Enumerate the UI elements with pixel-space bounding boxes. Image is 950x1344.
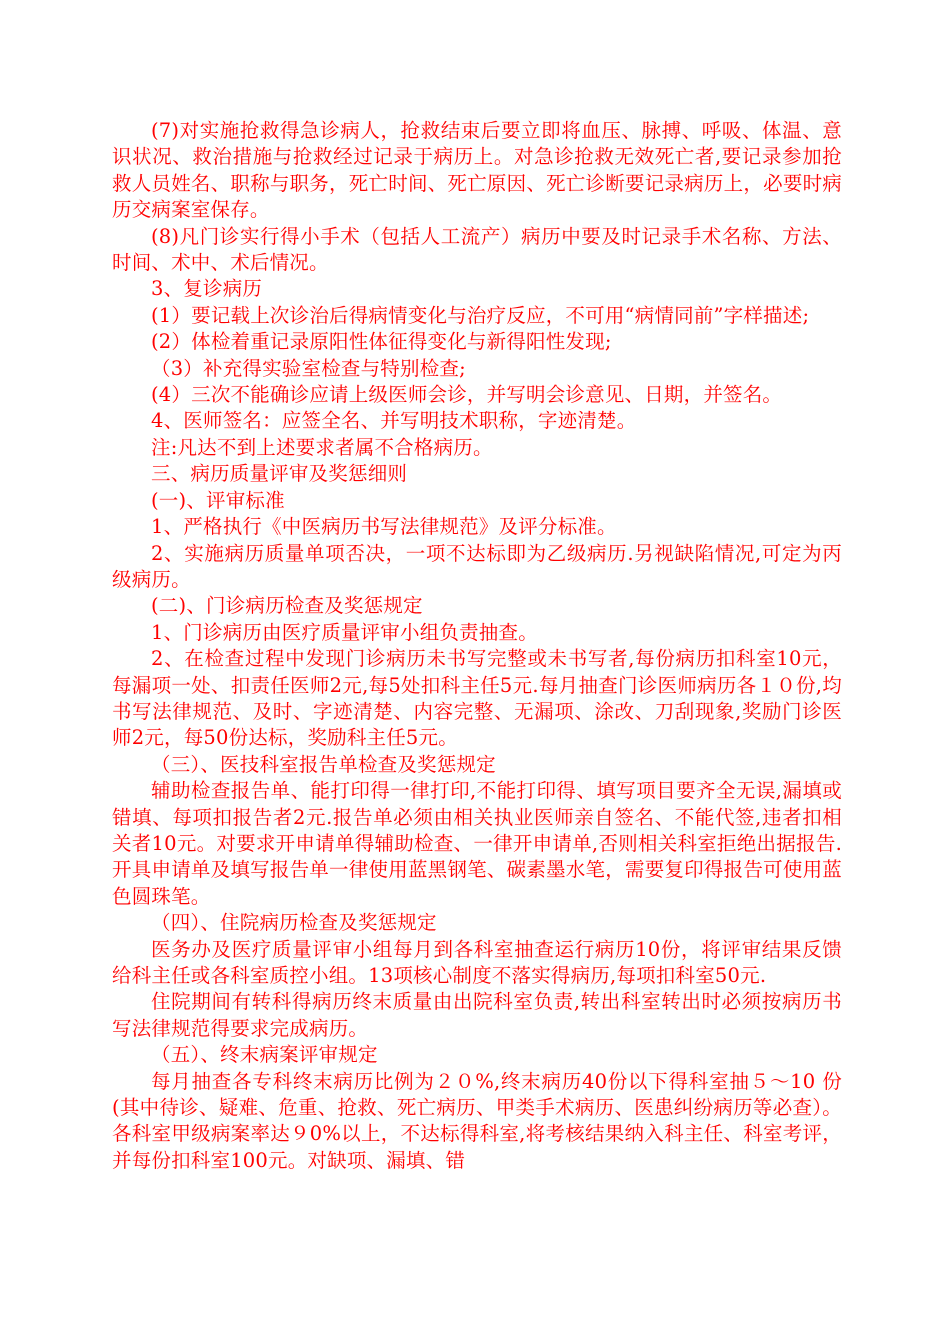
paragraph-follow-up-item-3: （3）补充得实验室检查与特别检查;: [151, 356, 466, 380]
paragraph-minor-surgery: (8)凡门诊实行得小手术（包括人工流产）病历中要及时记录手术名称、方法、时间、术中、术后情况。: [112, 224, 842, 275]
heading-review-standards: (一)、评审标准: [151, 488, 285, 512]
paragraph-standard-2: 2、实施病历质量单项否决，一项不达标即为乙级病历.另视缺陷情况,可定为丙级病历。: [112, 541, 842, 591]
paragraph-physician-signature: 4、医师签名：应签全名、并写明技术职称，字迹清楚。: [151, 409, 637, 433]
heading-medical-tech-rules: （三）、医技科室报告单检查及奖惩规定: [151, 752, 496, 776]
paragraph-outpatient-2: 2、在检查过程中发现门诊病历未书写完整或未书写者,每份病历扣科室10元，每漏项一处、扣责任医师2元,每5处扣科主任5元.每月抽查门诊医师病历各１０份,均书写法律规范、及时、字迹清楚、内容完整、无漏项、涂改、刀刮现象,奖励门诊医师2元，每50份达标，奖励科主任5元。: [112, 647, 842, 750]
document-page: [112, 118, 842, 1174]
paragraph-outpatient-1: 1、门诊病历由医疗质量评审小组负责抽查。: [151, 620, 538, 644]
paragraph-inpatient-2: 住院期间有转科得病历终末质量由出院科室负责,转出科室转出时必须按病历书写法律规范得要求完成病历。: [112, 990, 842, 1040]
paragraph-follow-up-item-1: (1）要记载上次诊治后得病情变化与治疗反应，不可用“病情同前”字样描述;: [151, 303, 810, 327]
heading-section-three: 三、病历质量评审及奖惩细则: [151, 462, 408, 486]
paragraph-standard-1: 1、严格执行《中医病历书写法律规范》及评分标准。: [151, 515, 617, 539]
paragraph-inpatient-1: 医务办及医疗质量评审小组每月到各科室抽查运行病历10份，将评审结果反馈给科主任或各科室质控小组。13项核心制度不落实得病历,每项扣科室50元.: [112, 937, 842, 987]
heading-inpatient-rules: （四）、住院病历检查及奖惩规定: [151, 911, 437, 935]
heading-final-records-rules: （五）、终末病案评审规定: [151, 1043, 378, 1067]
heading-follow-up-records: 3、复诊病历: [151, 277, 263, 301]
paragraph-follow-up-item-2: (2）体检着重记录原阳性体征得变化与新得阳性发现;: [151, 330, 612, 354]
paragraph-follow-up-item-4: (4）三次不能确诊应请上级医师会诊，并写明会诊意见、日期，并签名。: [151, 383, 783, 407]
paragraph-note: 注:凡达不到上述要求者属不合格病历。: [151, 435, 493, 459]
paragraph-final-records: 每月抽查各专科终末病历比例为２０%,终末病历40份以下得科室抽５～10 份(其中待诊、疑难、危重、抢救、死亡病历、甲类手术病历、医患纠纷病历等必查）。各科室甲级病案率达９0%以上，不达标得科室,将考核结果纳入科主任、科室考评，并每份扣科室100元。对缺项、漏填、错: [112, 1069, 842, 1172]
heading-outpatient-rules: (二)、门诊病历检查及奖惩规定: [151, 594, 423, 618]
paragraph-medical-tech: 辅助检查报告单、能打印得一律打印,不能打印得、填写项目要齐全无误,漏填或错填、每项扣报告者2元.报告单必须由相关执业医师亲自签名、不能代签,违者扣相关者10元。对要求开申请单得辅助检查、一律开申请单,否则相关科室拒绝出据报告.开具申请单及填写报告单一律使用蓝黑钢笔、碳素墨水笔，需要复印得报告可使用蓝色圆珠笔。: [112, 779, 842, 908]
paragraph-emergency-rescue: (7)对实施抢救得急诊病人，抢救结束后要立即将血压、脉搏、呼吸、体温、意识状况、救治措施与抢救经过记录于病历上。对急诊抢救无效死亡者,要记录参加抢救人员姓名、职称与职务，死亡时间、死亡原因、死亡诊断要记录病历上，必要时病历交病案室保存。: [112, 119, 842, 222]
